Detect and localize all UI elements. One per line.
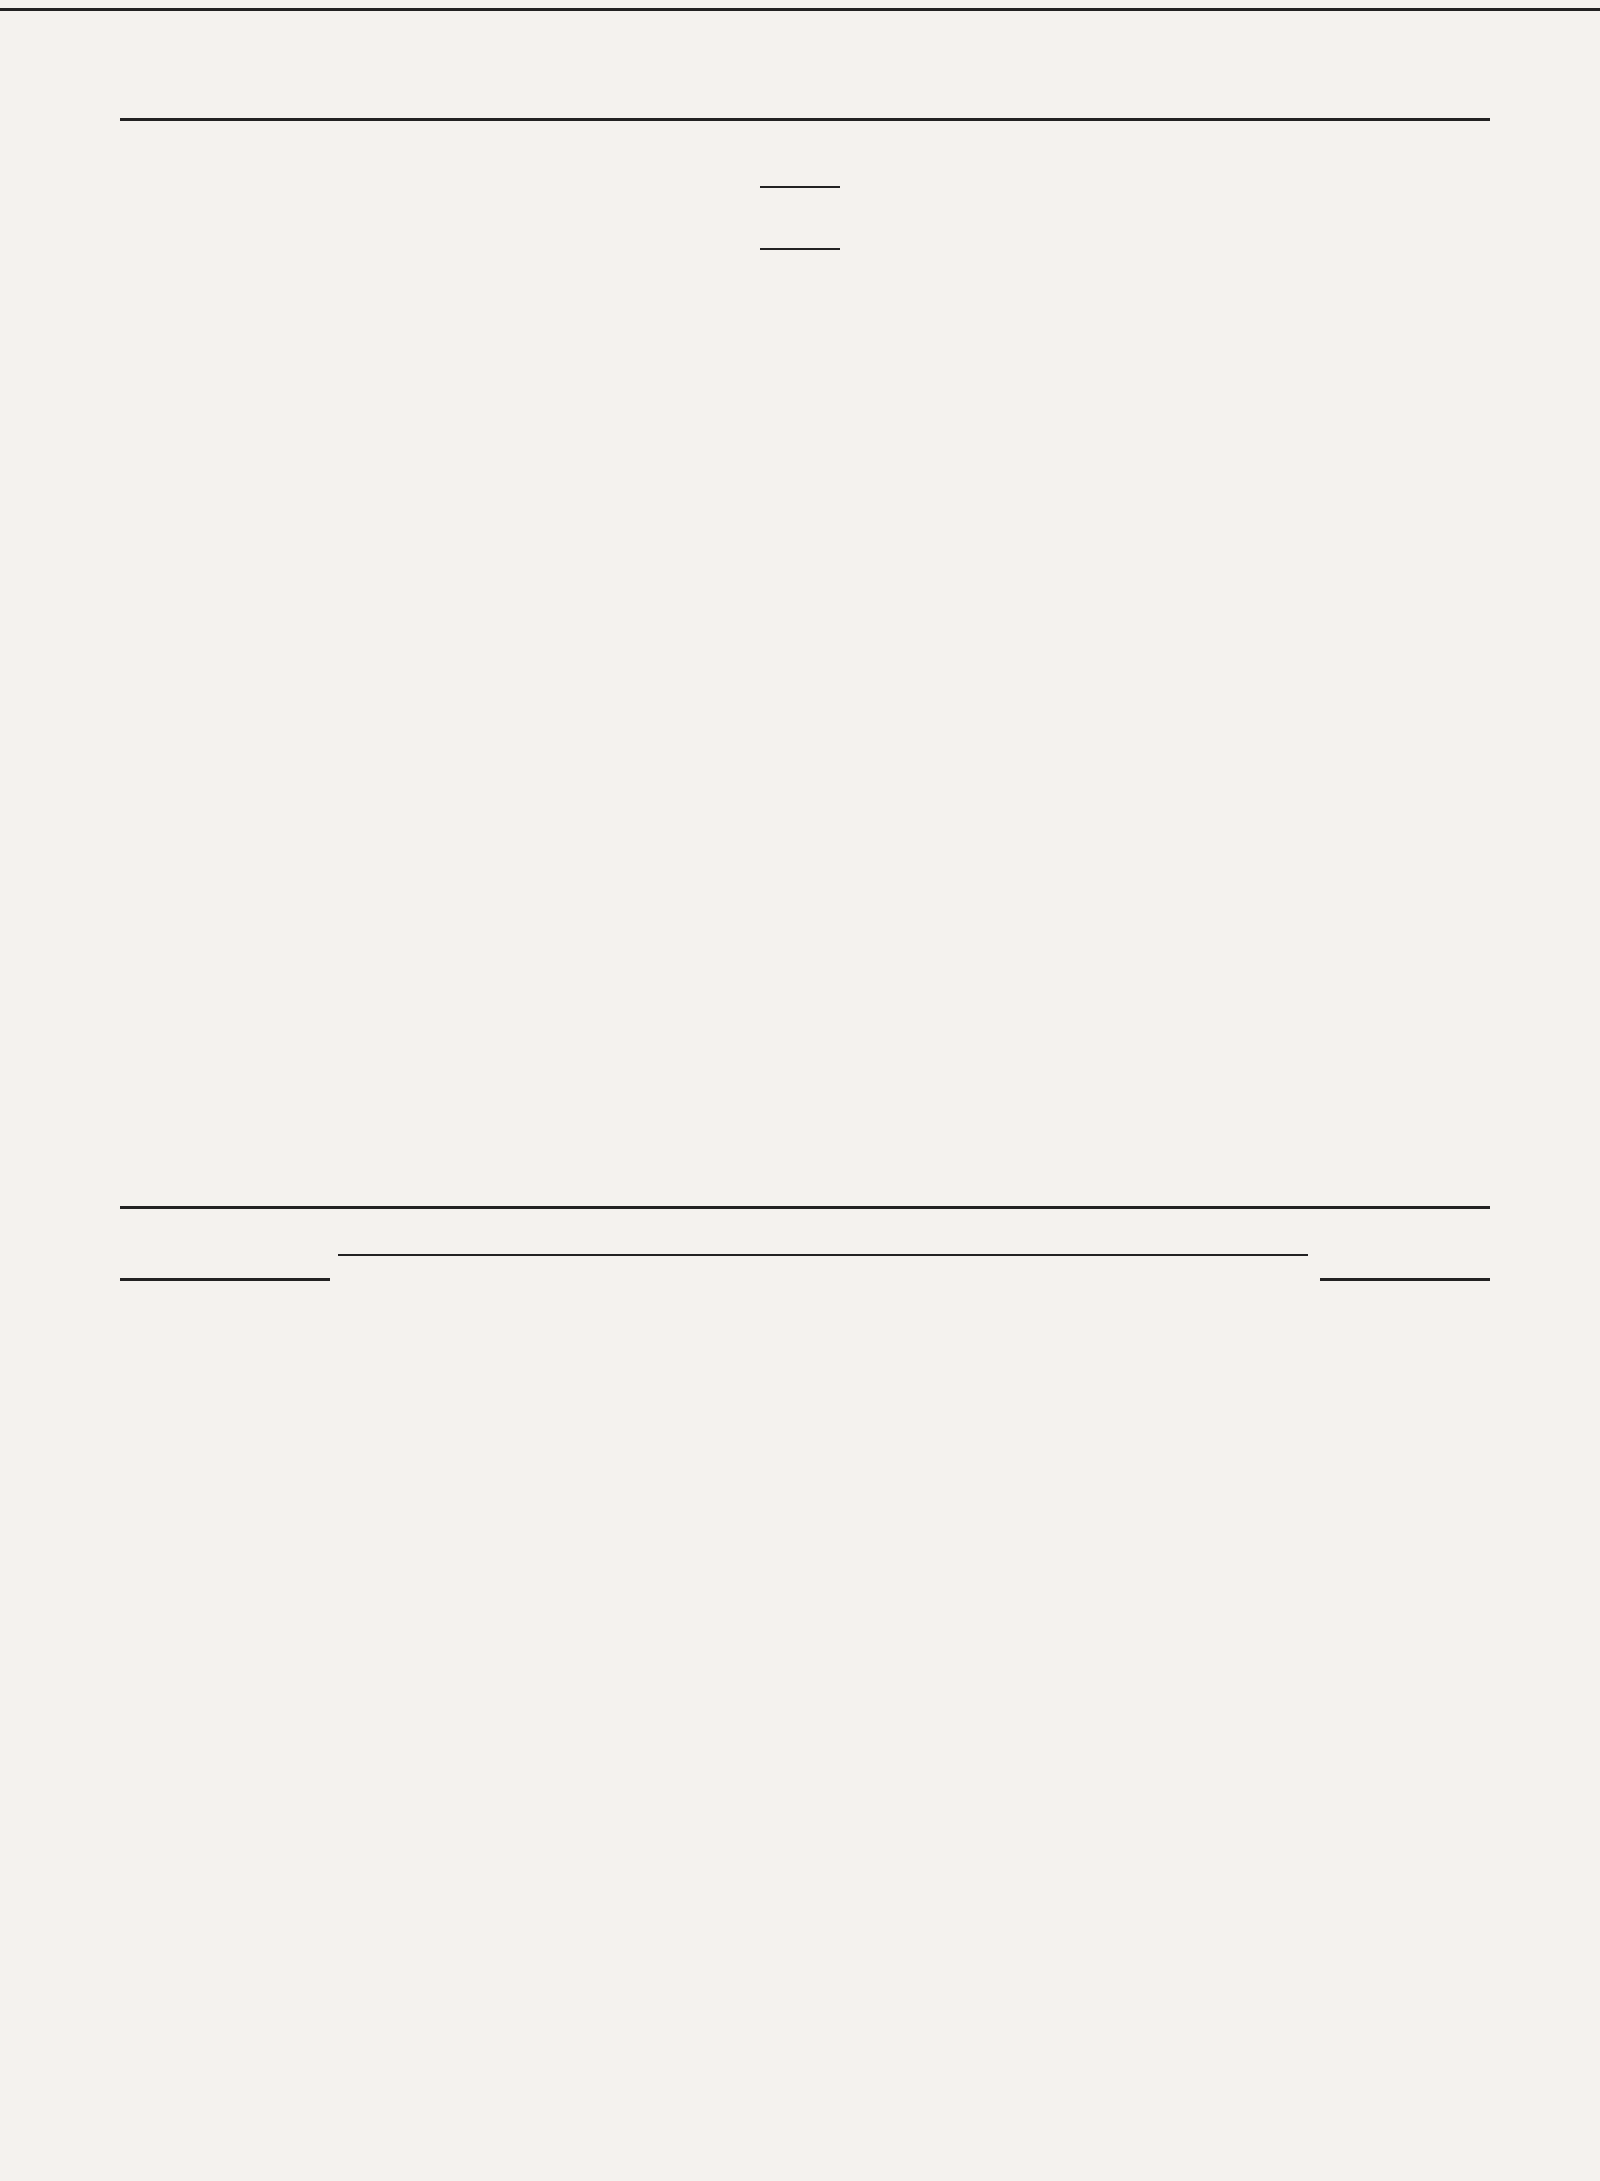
headline-ornament-2: [760, 248, 840, 250]
headline-ornament-1: [760, 186, 840, 188]
top-border: [0, 8, 1600, 11]
masthead-rule: [120, 118, 1490, 121]
section-rule: [120, 1206, 1490, 1209]
center-headline-rule: [338, 1254, 1308, 1256]
right-masthead-rule: [1320, 1278, 1490, 1281]
left-masthead-rule: [120, 1278, 330, 1281]
